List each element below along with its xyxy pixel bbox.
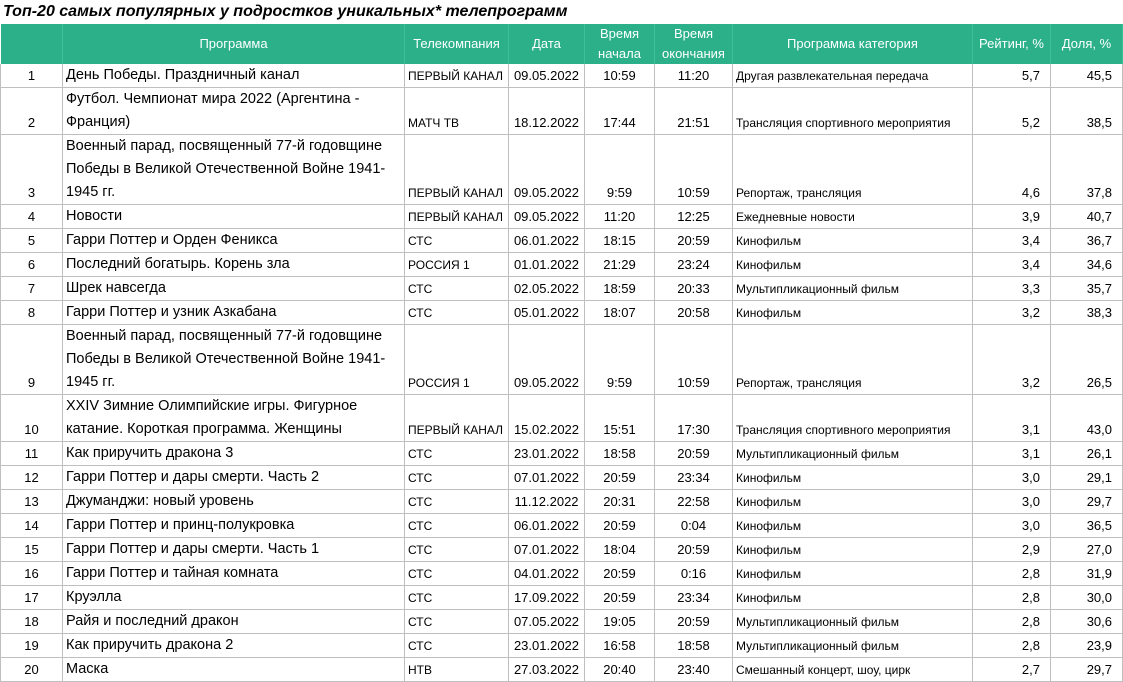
cell-share[interactable]: 29,7 xyxy=(1051,490,1123,514)
cell-num[interactable]: 5 xyxy=(1,229,63,253)
cell-rating[interactable]: 3,4 xyxy=(973,253,1051,277)
ratings-table xyxy=(0,24,1123,682)
cell-num[interactable]: 13 xyxy=(1,490,63,514)
cell-category[interactable]: Кинофильм xyxy=(733,253,973,277)
table-row xyxy=(1,64,1123,88)
cell-program[interactable]: Райя и последний дракон xyxy=(63,610,405,634)
table-row xyxy=(1,658,1123,682)
cell-share[interactable]: 40,7 xyxy=(1051,205,1123,229)
cell-rating[interactable]: 5,7 xyxy=(973,64,1051,88)
cell-share[interactable]: 29,1 xyxy=(1051,466,1123,490)
cell-share[interactable]: 30,0 xyxy=(1051,586,1123,610)
cell-category[interactable]: Мультипликационный фильм xyxy=(733,610,973,634)
cell-category[interactable]: Трансляция спортивного мероприятия xyxy=(733,88,973,135)
cell-num[interactable]: 17 xyxy=(1,586,63,610)
cell-num[interactable]: 10 xyxy=(1,395,63,442)
cell-rating[interactable]: 3,3 xyxy=(973,277,1051,301)
cell-date[interactable]: 09.05.2022 xyxy=(509,135,585,205)
cell-start[interactable]: 20:59 xyxy=(585,514,655,538)
cell-start[interactable]: 17:44 xyxy=(585,88,655,135)
cell-start[interactable]: 20:40 xyxy=(585,658,655,682)
cell-rating[interactable]: 3,0 xyxy=(973,466,1051,490)
cell-date[interactable]: 02.05.2022 xyxy=(509,277,585,301)
cell-channel[interactable]: СТС xyxy=(405,490,509,514)
table-row xyxy=(1,325,1123,395)
cell-share[interactable]: 27,0 xyxy=(1051,538,1123,562)
cell-end[interactable]: 20:33 xyxy=(655,277,733,301)
cell-channel[interactable]: СТС xyxy=(405,514,509,538)
cell-start[interactable]: 18:07 xyxy=(585,301,655,325)
cell-program[interactable]: Как приручить дракона 3 xyxy=(63,442,405,466)
cell-num[interactable]: 20 xyxy=(1,658,63,682)
cell-start[interactable]: 16:58 xyxy=(585,634,655,658)
cell-share[interactable]: 45,5 xyxy=(1051,64,1123,88)
cell-channel[interactable]: ПЕРВЫЙ КАНАЛ xyxy=(405,135,509,205)
cell-category[interactable]: Кинофильм xyxy=(733,538,973,562)
cell-category[interactable]: Смешанный концерт, шоу, цирк xyxy=(733,658,973,682)
cell-share[interactable]: 23,9 xyxy=(1051,634,1123,658)
cell-channel[interactable]: НТВ xyxy=(405,658,509,682)
header-end[interactable]: Время окончания xyxy=(655,24,733,64)
cell-share[interactable]: 38,5 xyxy=(1051,88,1123,135)
cell-channel[interactable]: СТС xyxy=(405,301,509,325)
header-start[interactable]: Время начала xyxy=(585,24,655,64)
cell-start[interactable]: 10:59 xyxy=(585,64,655,88)
cell-end[interactable]: 0:16 xyxy=(655,562,733,586)
cell-end[interactable]: 20:58 xyxy=(655,301,733,325)
cell-channel[interactable]: РОССИЯ 1 xyxy=(405,325,509,395)
cell-channel[interactable]: СТС xyxy=(405,442,509,466)
cell-date[interactable]: 04.01.2022 xyxy=(509,562,585,586)
cell-end[interactable]: 10:59 xyxy=(655,325,733,395)
cell-start[interactable]: 20:59 xyxy=(585,586,655,610)
cell-rating[interactable]: 3,2 xyxy=(973,325,1051,395)
cell-program[interactable]: Гарри Поттер и принц-полукровка xyxy=(63,514,405,538)
cell-share[interactable]: 31,9 xyxy=(1051,562,1123,586)
table-row xyxy=(1,88,1123,135)
cell-end[interactable]: 22:58 xyxy=(655,490,733,514)
cell-start[interactable]: 21:29 xyxy=(585,253,655,277)
table-row xyxy=(1,277,1123,301)
cell-channel[interactable]: СТС xyxy=(405,277,509,301)
cell-rating[interactable]: 3,4 xyxy=(973,229,1051,253)
cell-program[interactable]: Новости xyxy=(63,205,405,229)
cell-share[interactable]: 43,0 xyxy=(1051,395,1123,442)
cell-end[interactable]: 11:20 xyxy=(655,64,733,88)
sheet-title[interactable]: Топ-20 самых популярных у подростков уникальных* телепрограмм xyxy=(3,3,568,20)
cell-start[interactable]: 19:05 xyxy=(585,610,655,634)
header-rating[interactable]: Рейтинг, % xyxy=(973,24,1051,64)
cell-num[interactable]: 19 xyxy=(1,634,63,658)
cell-num[interactable]: 18 xyxy=(1,610,63,634)
cell-num[interactable]: 2 xyxy=(1,88,63,135)
table-row xyxy=(1,634,1123,658)
cell-channel[interactable]: СТС xyxy=(405,229,509,253)
cell-category[interactable]: Мультипликационный фильм xyxy=(733,442,973,466)
cell-rating[interactable]: 3,2 xyxy=(973,301,1051,325)
cell-date[interactable]: 23.01.2022 xyxy=(509,442,585,466)
cell-category[interactable]: Кинофильм xyxy=(733,562,973,586)
cell-share[interactable]: 36,7 xyxy=(1051,229,1123,253)
cell-rating[interactable]: 3,9 xyxy=(973,205,1051,229)
cell-start[interactable]: 9:59 xyxy=(585,135,655,205)
cell-channel[interactable]: ПЕРВЫЙ КАНАЛ xyxy=(405,64,509,88)
cell-category[interactable]: Кинофильм xyxy=(733,466,973,490)
cell-num[interactable]: 7 xyxy=(1,277,63,301)
header-program[interactable]: Программа xyxy=(63,24,405,64)
cell-rating[interactable]: 3,0 xyxy=(973,514,1051,538)
cell-channel[interactable]: ПЕРВЫЙ КАНАЛ xyxy=(405,205,509,229)
cell-num[interactable]: 15 xyxy=(1,538,63,562)
cell-start[interactable]: 11:20 xyxy=(585,205,655,229)
cell-start[interactable]: 18:15 xyxy=(585,229,655,253)
cell-program[interactable]: Как приручить дракона 2 xyxy=(63,634,405,658)
header-num[interactable] xyxy=(1,24,63,64)
cell-date[interactable]: 23.01.2022 xyxy=(509,634,585,658)
cell-program[interactable]: XXIV Зимние Олимпийские игры. Фигурное катание. Короткая программа. Женщины xyxy=(63,395,405,442)
cell-num[interactable]: 6 xyxy=(1,253,63,277)
cell-date[interactable]: 05.01.2022 xyxy=(509,301,585,325)
table-row xyxy=(1,514,1123,538)
table-row xyxy=(1,442,1123,466)
cell-category[interactable]: Ежедневные новости xyxy=(733,205,973,229)
cell-category[interactable]: Мультипликационный фильм xyxy=(733,634,973,658)
header-channel[interactable]: Телекомпания xyxy=(405,24,509,64)
cell-end[interactable]: 17:30 xyxy=(655,395,733,442)
cell-program[interactable]: Военный парад, посвященный 77-й годовщине Победы в Великой Отечественной Войне 1941-1945 гг. xyxy=(63,325,405,395)
cell-num[interactable]: 4 xyxy=(1,205,63,229)
cell-rating[interactable]: 2,7 xyxy=(973,658,1051,682)
cell-share[interactable]: 29,7 xyxy=(1051,658,1123,682)
cell-share[interactable]: 37,8 xyxy=(1051,135,1123,205)
header-row xyxy=(1,24,1123,64)
cell-end[interactable]: 20:59 xyxy=(655,538,733,562)
cell-end[interactable]: 0:04 xyxy=(655,514,733,538)
cell-end[interactable]: 10:59 xyxy=(655,135,733,205)
table-row xyxy=(1,586,1123,610)
cell-rating[interactable]: 2,8 xyxy=(973,562,1051,586)
cell-date[interactable]: 17.09.2022 xyxy=(509,586,585,610)
cell-num[interactable]: 12 xyxy=(1,466,63,490)
cell-category[interactable]: Кинофильм xyxy=(733,301,973,325)
cell-num[interactable]: 3 xyxy=(1,135,63,205)
table-row xyxy=(1,205,1123,229)
cell-category[interactable]: Кинофильм xyxy=(733,586,973,610)
cell-category[interactable]: Кинофильм xyxy=(733,514,973,538)
cell-category[interactable]: Трансляция спортивного мероприятия xyxy=(733,395,973,442)
table-row xyxy=(1,301,1123,325)
header-date[interactable]: Дата xyxy=(509,24,585,64)
cell-channel[interactable]: СТС xyxy=(405,466,509,490)
cell-rating[interactable]: 4,6 xyxy=(973,135,1051,205)
cell-channel[interactable]: ПЕРВЫЙ КАНАЛ xyxy=(405,395,509,442)
cell-program[interactable]: Гарри Поттер и дары смерти. Часть 2 xyxy=(63,466,405,490)
cell-date[interactable]: 07.01.2022 xyxy=(509,538,585,562)
cell-end[interactable]: 20:59 xyxy=(655,229,733,253)
cell-date[interactable]: 15.02.2022 xyxy=(509,395,585,442)
cell-share[interactable]: 38,3 xyxy=(1051,301,1123,325)
cell-end[interactable]: 12:25 xyxy=(655,205,733,229)
cell-rating[interactable]: 5,2 xyxy=(973,88,1051,135)
cell-num[interactable]: 14 xyxy=(1,514,63,538)
table-row xyxy=(1,229,1123,253)
cell-channel[interactable]: СТС xyxy=(405,538,509,562)
cell-date[interactable]: 01.01.2022 xyxy=(509,253,585,277)
cell-date[interactable]: 09.05.2022 xyxy=(509,205,585,229)
cell-channel[interactable]: РОССИЯ 1 xyxy=(405,253,509,277)
cell-channel[interactable]: СТС xyxy=(405,634,509,658)
cell-date[interactable]: 06.01.2022 xyxy=(509,514,585,538)
cell-share[interactable]: 30,6 xyxy=(1051,610,1123,634)
header-share[interactable]: Доля, % xyxy=(1051,24,1123,64)
table-row xyxy=(1,490,1123,514)
cell-start[interactable]: 18:04 xyxy=(585,538,655,562)
cell-date[interactable]: 27.03.2022 xyxy=(509,658,585,682)
title-row xyxy=(0,0,1122,24)
cell-category[interactable]: Репортаж, трансляция xyxy=(733,325,973,395)
cell-num[interactable]: 16 xyxy=(1,562,63,586)
cell-program[interactable]: Джуманджи: новый уровень xyxy=(63,490,405,514)
table-row xyxy=(1,253,1123,277)
cell-share[interactable]: 26,5 xyxy=(1051,325,1123,395)
table-body xyxy=(1,64,1123,682)
cell-program[interactable]: Гарри Поттер и узник Азкабана xyxy=(63,301,405,325)
cell-end[interactable]: 20:59 xyxy=(655,442,733,466)
cell-num[interactable]: 11 xyxy=(1,442,63,466)
cell-share[interactable]: 35,7 xyxy=(1051,277,1123,301)
cell-program[interactable]: Шрек навсегда xyxy=(63,277,405,301)
table-row xyxy=(1,538,1123,562)
cell-date[interactable]: 11.12.2022 xyxy=(509,490,585,514)
cell-program[interactable]: День Победы. Праздничный канал xyxy=(63,64,405,88)
cell-date[interactable]: 09.05.2022 xyxy=(509,325,585,395)
cell-start[interactable]: 18:59 xyxy=(585,277,655,301)
cell-date[interactable]: 09.05.2022 xyxy=(509,64,585,88)
cell-rating[interactable]: 3,1 xyxy=(973,395,1051,442)
cell-channel[interactable]: СТС xyxy=(405,610,509,634)
cell-start[interactable]: 15:51 xyxy=(585,395,655,442)
cell-start[interactable]: 20:59 xyxy=(585,562,655,586)
cell-channel[interactable]: МАТЧ ТВ xyxy=(405,88,509,135)
cell-end[interactable]: 20:59 xyxy=(655,610,733,634)
cell-program[interactable]: Гарри Поттер и тайная комната xyxy=(63,562,405,586)
cell-date[interactable]: 07.05.2022 xyxy=(509,610,585,634)
cell-end[interactable]: 23:34 xyxy=(655,586,733,610)
cell-channel[interactable]: СТС xyxy=(405,586,509,610)
cell-category[interactable]: Кинофильм xyxy=(733,490,973,514)
cell-end[interactable]: 23:34 xyxy=(655,466,733,490)
cell-program[interactable]: Гарри Поттер и дары смерти. Часть 1 xyxy=(63,538,405,562)
cell-share[interactable]: 26,1 xyxy=(1051,442,1123,466)
cell-end[interactable]: 18:58 xyxy=(655,634,733,658)
cell-start[interactable]: 20:31 xyxy=(585,490,655,514)
cell-category[interactable]: Репортаж, трансляция xyxy=(733,135,973,205)
cell-start[interactable]: 20:59 xyxy=(585,466,655,490)
cell-date[interactable]: 07.01.2022 xyxy=(509,466,585,490)
cell-category[interactable]: Кинофильм xyxy=(733,229,973,253)
cell-category[interactable]: Мультипликационный фильм xyxy=(733,277,973,301)
cell-share[interactable]: 36,5 xyxy=(1051,514,1123,538)
table-row xyxy=(1,135,1123,205)
cell-program[interactable]: Круэлла xyxy=(63,586,405,610)
cell-rating[interactable]: 2,9 xyxy=(973,538,1051,562)
cell-start[interactable]: 9:59 xyxy=(585,325,655,395)
table-row xyxy=(1,395,1123,442)
cell-end[interactable]: 21:51 xyxy=(655,88,733,135)
cell-program[interactable]: Военный парад, посвященный 77-й годовщине Победы в Великой Отечественной Войне 1941-1945 гг. xyxy=(63,135,405,205)
cell-channel[interactable]: СТС xyxy=(405,562,509,586)
cell-program[interactable]: Гарри Поттер и Орден Феникса xyxy=(63,229,405,253)
cell-program[interactable]: Футбол. Чемпионат мира 2022 (Аргентина - Франция) xyxy=(63,88,405,135)
cell-share[interactable]: 34,6 xyxy=(1051,253,1123,277)
cell-start[interactable]: 18:58 xyxy=(585,442,655,466)
cell-rating[interactable]: 2,8 xyxy=(973,586,1051,610)
cell-category[interactable]: Другая развлекательная передача xyxy=(733,64,973,88)
cell-num[interactable]: 8 xyxy=(1,301,63,325)
cell-num[interactable]: 1 xyxy=(1,64,63,88)
cell-end[interactable]: 23:40 xyxy=(655,658,733,682)
cell-program[interactable]: Маска xyxy=(63,658,405,682)
cell-rating[interactable]: 2,8 xyxy=(973,610,1051,634)
table-row xyxy=(1,610,1123,634)
header-category[interactable]: Программа категория xyxy=(733,24,973,64)
cell-end[interactable]: 23:24 xyxy=(655,253,733,277)
cell-rating[interactable]: 2,8 xyxy=(973,634,1051,658)
cell-program[interactable]: Последний богатырь. Корень зла xyxy=(63,253,405,277)
cell-date[interactable]: 06.01.2022 xyxy=(509,229,585,253)
table-row xyxy=(1,466,1123,490)
cell-rating[interactable]: 3,0 xyxy=(973,490,1051,514)
table-row xyxy=(1,562,1123,586)
cell-date[interactable]: 18.12.2022 xyxy=(509,88,585,135)
cell-num[interactable]: 9 xyxy=(1,325,63,395)
cell-rating[interactable]: 3,1 xyxy=(973,442,1051,466)
